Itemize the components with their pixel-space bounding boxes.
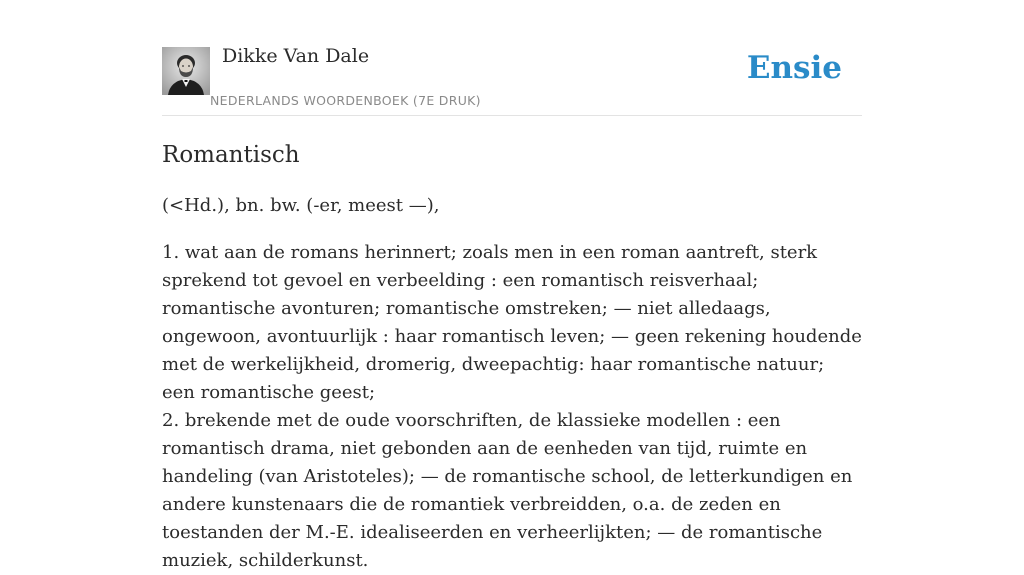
- source-subtitle: NEDERLANDS WOORDENBOEK (7E DRUK): [210, 93, 481, 108]
- entry-definitions: [162, 239, 862, 575]
- portrait-icon: [162, 47, 210, 95]
- entry-grammar: (<Hd.), bn. bw. (-er, meest —),: [162, 195, 440, 216]
- definition-item: 1. wat aan de romans herinnert; zoals men in een roman aantreft, sterk sprekend tot gevoel en verbeelding : een romantisch reisverhaal; romantische avonturen; romantische omstreken; — niet alledaags, ongewoon, avontuurlijk : haar romantisch leven; — geen rekening houdende met de werkelijkheid, dromerig, dweepachtig: haar romantische natuur; een romantische geest;: [162, 242, 862, 403]
- source-name[interactable]: Dikke Van Dale: [222, 45, 370, 67]
- definition-item: 2. brekende met de oude voorschriften, de klassieke modellen : een romantisch drama, niet gebonden aan de eenheden van tijd, ruimte en handeling (van Aristoteles); — de romantische school, de letterkundigen en andere kunstenaars die de romantiek verbreidden, o.a. de zeden en toestanden der M.-E. idealiseerden en verheerlijkten; — de romantische muziek, schilderkunst.: [162, 410, 853, 571]
- source-header: [162, 0, 862, 116]
- avatar: [162, 47, 210, 95]
- brand-logo-link[interactable]: Ensie: [746, 50, 842, 86]
- entry-content: [162, 138, 862, 575]
- entry-headword: Romantisch: [162, 142, 300, 168]
